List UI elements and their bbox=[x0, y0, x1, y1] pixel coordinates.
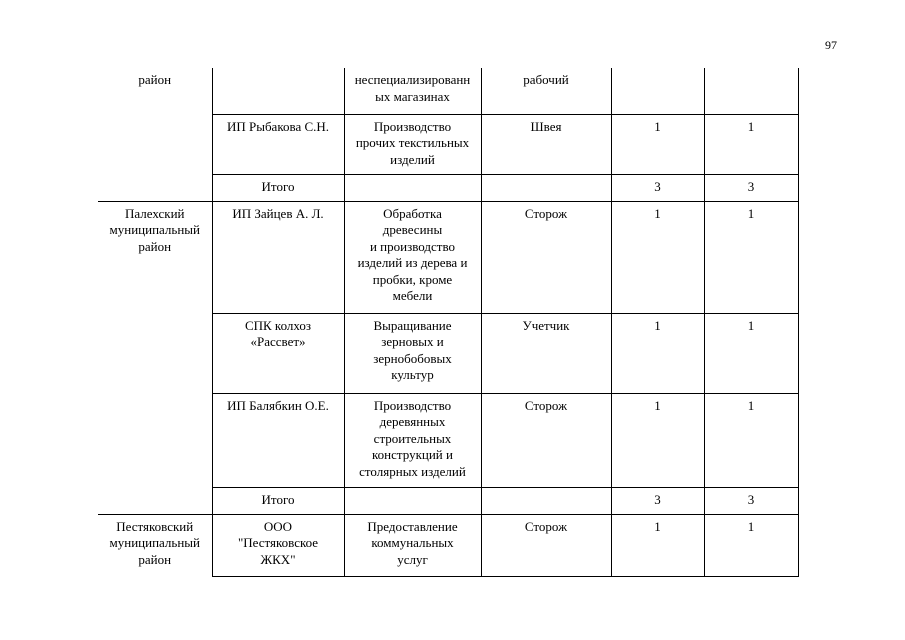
employer-cell bbox=[212, 68, 344, 114]
profession-cell: Сторож bbox=[481, 201, 611, 313]
district-line: район bbox=[138, 551, 172, 567]
activity-cell bbox=[344, 68, 481, 114]
table-row bbox=[98, 201, 798, 313]
activity-line: деревянных bbox=[379, 414, 446, 429]
activity-line: строительных bbox=[373, 430, 452, 446]
count-b-cell: 1 bbox=[704, 393, 798, 487]
district-name: район bbox=[138, 72, 172, 87]
employer-line: «Рассвет» bbox=[250, 334, 306, 349]
activity-line: Выращивание bbox=[373, 317, 452, 333]
profession-cell bbox=[481, 487, 611, 514]
count-b-cell: 3 bbox=[704, 174, 798, 201]
table-row bbox=[98, 68, 798, 114]
total-label: Итого bbox=[212, 174, 344, 201]
district-cell bbox=[98, 514, 212, 576]
profession-cell: Учетчик bbox=[481, 313, 611, 393]
employer-cell bbox=[212, 313, 344, 393]
activity-line: зернобобовых bbox=[373, 350, 452, 366]
district-cell bbox=[98, 68, 212, 201]
activity-cell bbox=[344, 313, 481, 393]
activity-line: изделий bbox=[390, 151, 435, 167]
district-line: муниципальный bbox=[109, 222, 200, 237]
activity-cell bbox=[344, 114, 481, 174]
profession-cell: рабочий bbox=[481, 68, 611, 114]
count-b-cell: 1 bbox=[704, 201, 798, 313]
activity-line: зерновых и bbox=[381, 334, 444, 349]
count-a-cell: 1 bbox=[611, 393, 704, 487]
activity-cell bbox=[344, 174, 481, 201]
count-b-cell: 1 bbox=[704, 514, 798, 576]
profession-cell: Сторож bbox=[481, 514, 611, 576]
count-a-cell: 1 bbox=[611, 514, 704, 576]
district-line: муниципальный bbox=[109, 535, 200, 550]
activity-line: столярных изделий bbox=[359, 463, 466, 479]
profession-cell bbox=[481, 174, 611, 201]
activity-line: конструкций и bbox=[372, 447, 453, 462]
activity-cell bbox=[344, 514, 481, 576]
employer-cell: ИП Рыбакова С.Н. bbox=[212, 114, 344, 174]
table-row bbox=[98, 514, 798, 576]
activity-line: Производство bbox=[373, 397, 452, 413]
count-b-cell bbox=[704, 68, 798, 114]
profession-cell: Швея bbox=[481, 114, 611, 174]
activity-cell bbox=[344, 201, 481, 313]
employer-line: ООО bbox=[263, 518, 293, 534]
district-line: район bbox=[138, 238, 172, 254]
profession-cell: Сторож bbox=[481, 393, 611, 487]
activity-line: неспециализированн bbox=[354, 72, 471, 87]
count-b-cell: 1 bbox=[704, 114, 798, 174]
activity-line: Предоставление bbox=[367, 518, 458, 534]
count-a-cell: 3 bbox=[611, 487, 704, 514]
activity-line: мебели bbox=[392, 288, 433, 303]
activity-cell bbox=[344, 393, 481, 487]
employer-line: СПК колхоз bbox=[244, 317, 312, 333]
total-label: Итого bbox=[212, 487, 344, 514]
count-a-cell: 1 bbox=[611, 201, 704, 313]
activity-line: изделий из дерева и bbox=[357, 255, 468, 270]
district-line: Пестяковский bbox=[116, 518, 194, 534]
activity-line: Производство bbox=[373, 118, 452, 134]
activity-line: пробки, кроме bbox=[372, 271, 453, 287]
activity-line: услуг bbox=[397, 551, 428, 567]
count-a-cell: 3 bbox=[611, 174, 704, 201]
activity-line: культур bbox=[391, 367, 434, 382]
activity-line: ых магазинах bbox=[375, 88, 450, 104]
count-b-cell: 1 bbox=[704, 313, 798, 393]
employer-cell: ИП Балябкин О.Е. bbox=[212, 393, 344, 487]
activity-line: коммунальных bbox=[371, 535, 454, 550]
employer-cell: ИП Зайцев А. Л. bbox=[212, 201, 344, 313]
district-line: Палехский bbox=[125, 205, 185, 221]
count-a-cell bbox=[611, 68, 704, 114]
activity-line: и производство bbox=[369, 238, 456, 254]
employer-cell bbox=[212, 514, 344, 576]
employment-table bbox=[98, 68, 799, 577]
count-a-cell: 1 bbox=[611, 114, 704, 174]
district-cell bbox=[98, 201, 212, 514]
activity-line: Обработка bbox=[383, 205, 442, 221]
activity-line: прочих текстильных bbox=[355, 135, 470, 150]
employer-line: "Пестяковское bbox=[237, 535, 319, 550]
page-number: 97 bbox=[825, 38, 837, 52]
count-a-cell: 1 bbox=[611, 313, 704, 393]
employer-line: ЖКХ" bbox=[260, 551, 296, 567]
count-b-cell: 3 bbox=[704, 487, 798, 514]
activity-line: древесины bbox=[382, 222, 443, 237]
activity-cell bbox=[344, 487, 481, 514]
